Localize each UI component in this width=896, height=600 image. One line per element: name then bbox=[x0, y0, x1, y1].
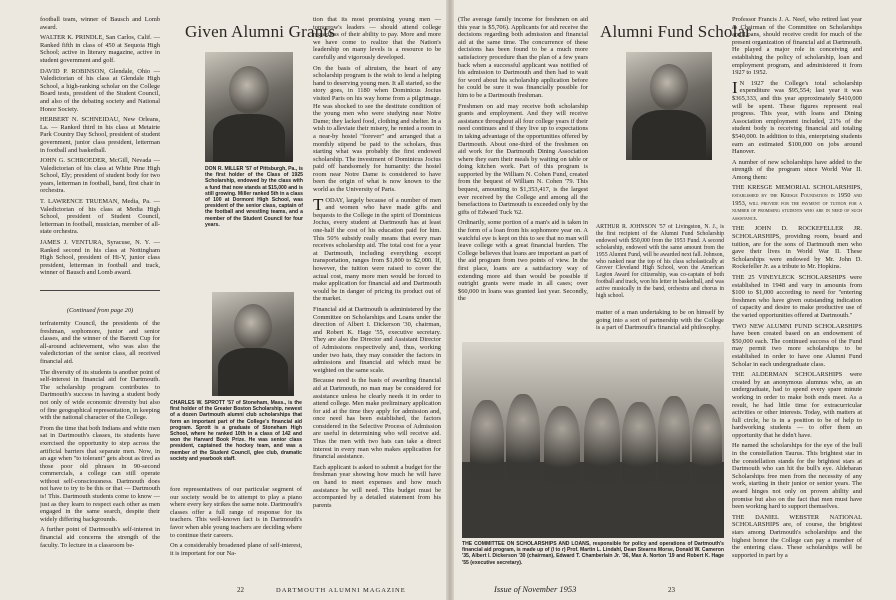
portrait-body bbox=[213, 114, 285, 162]
caption-miller: DON R. MILLER '57 of Pittsburgh, Pa., is the first holder of the Class of 1925 Scholarship, endowed by the class with a fund that now stands at $15,000 and is still growing. Miller ranked 5th in a class of 100 at Dormont High School, was president of the senior class, captain of the football and wrestling teams, and a member of the Student Council for four years. bbox=[205, 166, 303, 228]
right-body-column bbox=[313, 16, 441, 582]
divider-rule bbox=[40, 290, 160, 291]
paragraph: A further point of Dartmouth's self-interest in financial aid concerns the strength of the faculty. To lecture in a classroom be- bbox=[40, 526, 160, 549]
page-title: Given Alumni Grants bbox=[185, 22, 336, 41]
magazine-footer: DARTMOUTH ALUMNI MAGAZINE bbox=[276, 587, 406, 594]
bio-entry: JOHN G. SCHROEDER, McGill, Nevada — Valedictorian of his class at White Pine High School, Ely; president of student body for two years, letterman in football, band, first chair in orchestra. bbox=[40, 157, 160, 195]
committee-member bbox=[622, 402, 656, 482]
paragraph: Because need is the basis of awarding financial aid at Dartmouth, no man may be considered for assistance unless he clearly needs it in order to attend college. Men make preliminary application for aid at the time they apply for admission and, once need has been established, the factors considered in the Selective Process of Admission are useful in determining who will receive aid. Thus the men with two hats can take a direct interest in every man who makes application for financial assistance. bbox=[313, 377, 441, 461]
bio-entry: football team, winner of Bausch and Lomb award. bbox=[40, 16, 160, 31]
portrait-head bbox=[229, 66, 269, 114]
portrait-body bbox=[632, 110, 706, 160]
portrait-photo-miller bbox=[205, 52, 293, 162]
paragraph: On a considerably broadened plane of self-interest, it is important for our Na- bbox=[170, 542, 302, 557]
portrait-head bbox=[234, 304, 272, 350]
paragraph: From the time that both Indians and white men sat in Dartmouth's classes, its students have exercised the opportunity to step across the artificial barriers that separate men. Now, in an age when "to tolerant" gets about as tired as those poor old phrases in 90-second commercials, a college can still operate without self-consciousness. Dartmouth does not have to try to be this or that — Dartmouth is! This. Dartmouth students come to know — just as they learn to respect each other as men engaged in the same search, despite their widely differing backgrounds. bbox=[40, 424, 160, 523]
middle-text: matter of a man undertaking to be on himself by going into a sort of partnership with the College is a part of Dartmouth's financial aid philosophy. bbox=[596, 309, 724, 332]
committee-member bbox=[584, 398, 620, 482]
portrait-head bbox=[650, 64, 688, 110]
paragraph: THE JOHN D. ROCKEFELLER JR. SCHOLARSHIPS, providing room, board and tuition, are for the sons of Dartmouth men who gave their lives in World War II. These Scholarships were endowed by Mr. John D. Rockefeller Jr. as a tribute to Mr. Hopkins. bbox=[732, 225, 862, 271]
committee-member bbox=[692, 404, 722, 482]
paragraph: Ordinarily, some portion of a man's aid is taken in the form of a loan from his sophomore year on. A watchful eye is kept on this to see that no man will leave college with a great financial burden. The College believes that loans are important as part of the aid program from two points of view. In the first place, loans are a satisfactory way of extending more aid than would be possible if outright grants were made in all cases; over $60,000 in loans was granted last year. Secondly, the bbox=[458, 219, 588, 303]
paragraph bbox=[313, 194, 441, 303]
bio-entry: JAMES J. VENTURA, Syracuse, N. Y. — Ranked second in his class at Nottingham High School, president of Hi-Y, junior class president, letterman in football and track, winner of Bausch and Lomb award. bbox=[40, 239, 160, 277]
paragraph bbox=[732, 77, 862, 156]
paragraph: THE DANIEL WEBSTER NATIONAL SCHOLARSHIPS are, of course, the brightest stars among Dartmouth's scholarships and the highest honor the College can pay a member of the entering class. These scholarships will be supported in part by a bbox=[732, 513, 862, 559]
page-number-right: 23 bbox=[668, 586, 675, 594]
left-body-column bbox=[40, 320, 160, 582]
paragraph: THE 25 VINEYLECK SCHOLARSHIPS were established in 1948 and vary in amounts from $100 to $1,000 according to need for "entering freshmen who have given outstanding indication of capacity and desire to make productive use of the varied opportunities offered at Dartmouth." bbox=[732, 274, 862, 319]
paragraph: THE ALDERMAN SCHOLARSHIPS were created by an anonymous alumnus who, as an undergraduate, had to spend every spare minute working in order to make both ends meet. As a result, he had little time for extracurricular activities or other interests. Today, with matters at full circle, he is in a position to be of help to hardworking students — to offer them an opportunity that he didn't have. bbox=[732, 371, 862, 439]
bio-entry: HERBERT N. SCHNEIDAU, New Orleans, La. — Ranked third in his class at Metairie Park Country Day School, president of student government, junior class president, letterman in football and basketball. bbox=[40, 116, 160, 154]
bio-entry: T. LAWRENCE TRUEMAN, Media, Pa. — Valedictorian of his class at Media High School, president of Student Council, letterman in football, musician, member of all-state orchestra. bbox=[40, 198, 160, 236]
paragraph: The diversity of its students is another point of self-interest in financial aid for Dartmouth. The scholarship program contributes to Dartmouth's success in having a student body not only of wide economic diversity but also of fine geographical representation, in keeping with the national character of the College. bbox=[40, 368, 160, 422]
right-page-left-column bbox=[458, 16, 588, 336]
committee-member bbox=[470, 400, 504, 480]
caption-sprott: CHARLES W. SPROTT '57 of Stoneham, Mass., is the first holder of the Greater Boston Scholarship, newest of a dozen Dartmouth alumni club scholarships that form an important part of the College's financial aid program. Sprott is a graduate of Stoneham High School, where he ranked 10th in a class of 142 and won the Harvard Book Prize. He was senior class president, captained the hockey team, and was a member of the Student Council, glee club, dramatic society and yearbook staff. bbox=[170, 400, 302, 462]
committee-member bbox=[658, 396, 690, 482]
drop-cap: T bbox=[313, 194, 324, 214]
portrait-photo-johnson bbox=[626, 52, 712, 160]
paragraph-text: ODAY, largely because of a number of men and women who have made gifts and bequests to the College in the spirit of Dominicus Jocius, every student at Dartmouth has at least one-half the cost of his education paid for him. This 50% subsidy really means that every man receives scholarship aid. The total cost for a year at Dartmouth, including everything except transportation, ranges from $1,800 to $2,000. If, however, the tuition were raised to cover the actual cost, many more men would be forced to make application for financial aid and Dartmouth would be in danger of pricing its product out of the market. bbox=[313, 196, 441, 303]
paragraph: tion that its most promising young men — tomorrow's leaders — should attend college regardless of their ability to pay. More and more we have come to realize that the Nation's leadership on many levels is a resource to be carefully and vigorously developed. bbox=[313, 16, 441, 61]
paragraph: fore representatives of our particular segment of our society would be to attempt to play a piano where every key strikes the same note. Dartmouth's classes offer a full range of response for its teachers. This well-known fact is in Dartmouth's favor when able young teachers are deciding where to continue their careers. bbox=[170, 486, 302, 539]
paragraph: THE KRESGE MEMORIAL SCHOLARSHIPS, established by the Kresge Foundation in 1950 and 1953, will provide for the payment of tuition for a number of promising students who are in need of such assistance. bbox=[732, 184, 862, 222]
page-title-right: Alumni Fund Scholar bbox=[600, 22, 752, 41]
paragraph: Freshmen on aid may receive both scholarship grants and employment. And they will receive assistance throughout all four college years if their need continues and if they live up to expectations in taking advantage of the opportunities offered by Dartmouth. About one-third of the freshmen on aid work for the Dartmouth Dining Association where they earn their meals by waiting on table or doing kitchen work. Part of this program is supported by the William N. Cohen Fund, created from the bequest of William N. Cohen '79. This bequest, amounting to $1,353,417, is the largest ever received by the College and among all the benefactions to Dartmouth is exceeded only by the gifts of Edward Tuck '62. bbox=[458, 102, 588, 216]
paragraph: Professor Francis J. A. Neef, who retired last year as Chairman of the Committee on Scholarships and Loans, should receive credit for much of the present organization of financial aid at Dartmouth. He played a major role in conceiving and establishing the policy of scholarship, loan and employment program, and administered it from 1927 to 1952. bbox=[732, 16, 862, 77]
paragraph: Financial aid at Dartmouth is administered by the Committee on Scholarships and Loans under the direction of Albert I. Dickerson '30, chairman, and Robert K. Hage '55, executive secretary. They are also the Director and Assistant Director of Admissions respectively and, thus, working under two hats, they may consider the factors in admissions and financial aid which must be weighted on the same scale. bbox=[313, 305, 441, 374]
committee-group-photo bbox=[462, 342, 724, 538]
continued-note: (Continued from page 20) bbox=[66, 307, 134, 314]
committee-member bbox=[506, 394, 540, 480]
drop-cap: I bbox=[732, 77, 738, 97]
left-bio-list bbox=[40, 16, 160, 284]
committee-member bbox=[544, 406, 580, 482]
caption-johnson: ARTHUR R. JOHNSON '57 of Livingston, N. J., is the first recipient of the Alumni Fund Scholarship endowed with $50,000 from the 1953 Fund. A second scholarship, endowed with the same amount from the 1955 Alumni Fund, will be awarded next fall. Johnson, who ranked near the top of his class scholastically at Grover Cleveland High School, won the American Legion Award for citizenship, was co-captain of both football and track, won his letter in basketball, and was active musically in the band, orchestra and chorus in high school. bbox=[596, 224, 724, 300]
paragraph: terfraternity Council, the presidents of the freshman, sophomore, junior and senior classes, and the winner of the Barrett Cup for all-around achievement, who was also the valedictorian of the senior class, all received financial aid. bbox=[40, 320, 160, 365]
paragraph: He named the scholarships for the eye of the bull in the constellation Taurus. This brightest star in the constellation stands for the brightest stars at Dartmouth who can hit the bull's eye. Aldebaran Scholarships free men from the necessity of any work, starting in their junior or senior years. The award hinges not only on proven ability and promise but also on the fact that men must have been working hard to support themselves. bbox=[732, 442, 862, 511]
paragraph: On the basis of altruism, the heart of any scholarship program is the wish to lend a helping hand to deserving young men. It all started, so the story goes, in 1180 when Dominicus Jocius visited Paris on his way home from a pilgrimage. He was shocked to see the destitute condition of the young men who were studying near Notre Dame; they lacked food, clothing and shelter. In a wish to alleviate their misery, he rented a room in a near-by hostel "forever" and arranged that a monthly stipend be paid to the scholars, thus starting what was probably the first endowed scholarship. The investment of Dominicus Jocius paid off handsomely for humanity: the hostel room near Notre Dame is considered to have been the origin of what is now known to the world as the University of Paris. bbox=[313, 64, 441, 194]
paragraph: Each applicant is asked to submit a budget for the freshman year showing how much he will have on hand to meet expenses and how much assistance he will need. This budget must be accompanied by a detailed statement from his parents bbox=[313, 463, 441, 509]
bio-entry: DAVID P. ROBINSON, Glendale, Ohio — Valedictorian of his class at Glendale High School, a high-ranking scholar on the College Board tests, president of the Student Council, and also of the debating society and National Honor Society. bbox=[40, 67, 160, 113]
paragraph: (The average family income for freshmen on aid this year is $5,706). Applicants for aid receive the decisions regarding both admission and financial aid at the same time. The concurrence of these decisions has been found to be a much more satisfactory procedure than the plan of a few years back when a successful applicant was notified of his admission to Dartmouth and then had to wait for word about his scholarship application before he could be sure it was financially possible for him to be a Dartmouth freshman. bbox=[458, 16, 588, 99]
bio-entry: WALTER K. PRINDLE, San Carlos, Calif. — Ranked fifth in class of 450 at Sequoia High School; active in literary magazine, active in student government and golf. bbox=[40, 34, 160, 64]
portrait-photo-sprott bbox=[212, 292, 294, 396]
page-number-left: 22 bbox=[237, 586, 244, 594]
page-gutter bbox=[446, 0, 454, 600]
paragraph: A number of new scholarships have added to the strength of the program since World War II. Among them: bbox=[732, 158, 862, 181]
right-page-right-column bbox=[732, 16, 862, 582]
caption-committee: THE COMMITTEE ON SCHOLARSHIPS AND LOANS, responsible for policy and operations of Dartmouth's financial aid program, is made up of (l to r) Prof. Martin L. Lindahl, Dean Stearns Morse, Donald W. Cameron '35, Albert I. Dickerson '30 (chairman), Edward T. Chamberlain Jr. '36, Max A. Norton '19 and Robert K. Hage '55 (executive secretary). bbox=[462, 541, 724, 566]
middle-bottom-column bbox=[170, 486, 302, 582]
paragraph: TWO NEW ALUMNI FUND SCHOLARSHIPS have been created based on an endowment of $50,000 each. The continued success of the Fund may permit two more scholarships to be established in order to have one Alumni Fund Scholar in each undergraduate class. bbox=[732, 322, 862, 368]
paragraph-text: N 1927 the College's total scholarship expenditure was $95,554; last year it was $365,333, and this year approximately $410,000 will be spent. These figures represent real progress. This year, with loans and Dining Association employment included, 21% of the student body is receiving financial aid totaling $540,000. In addition to this, enterprising students earn an estimated $100,000 on jobs around Hanover. bbox=[732, 79, 862, 156]
portrait-body bbox=[218, 348, 288, 396]
issue-date-footer: Issue of November 1953 bbox=[494, 584, 577, 594]
